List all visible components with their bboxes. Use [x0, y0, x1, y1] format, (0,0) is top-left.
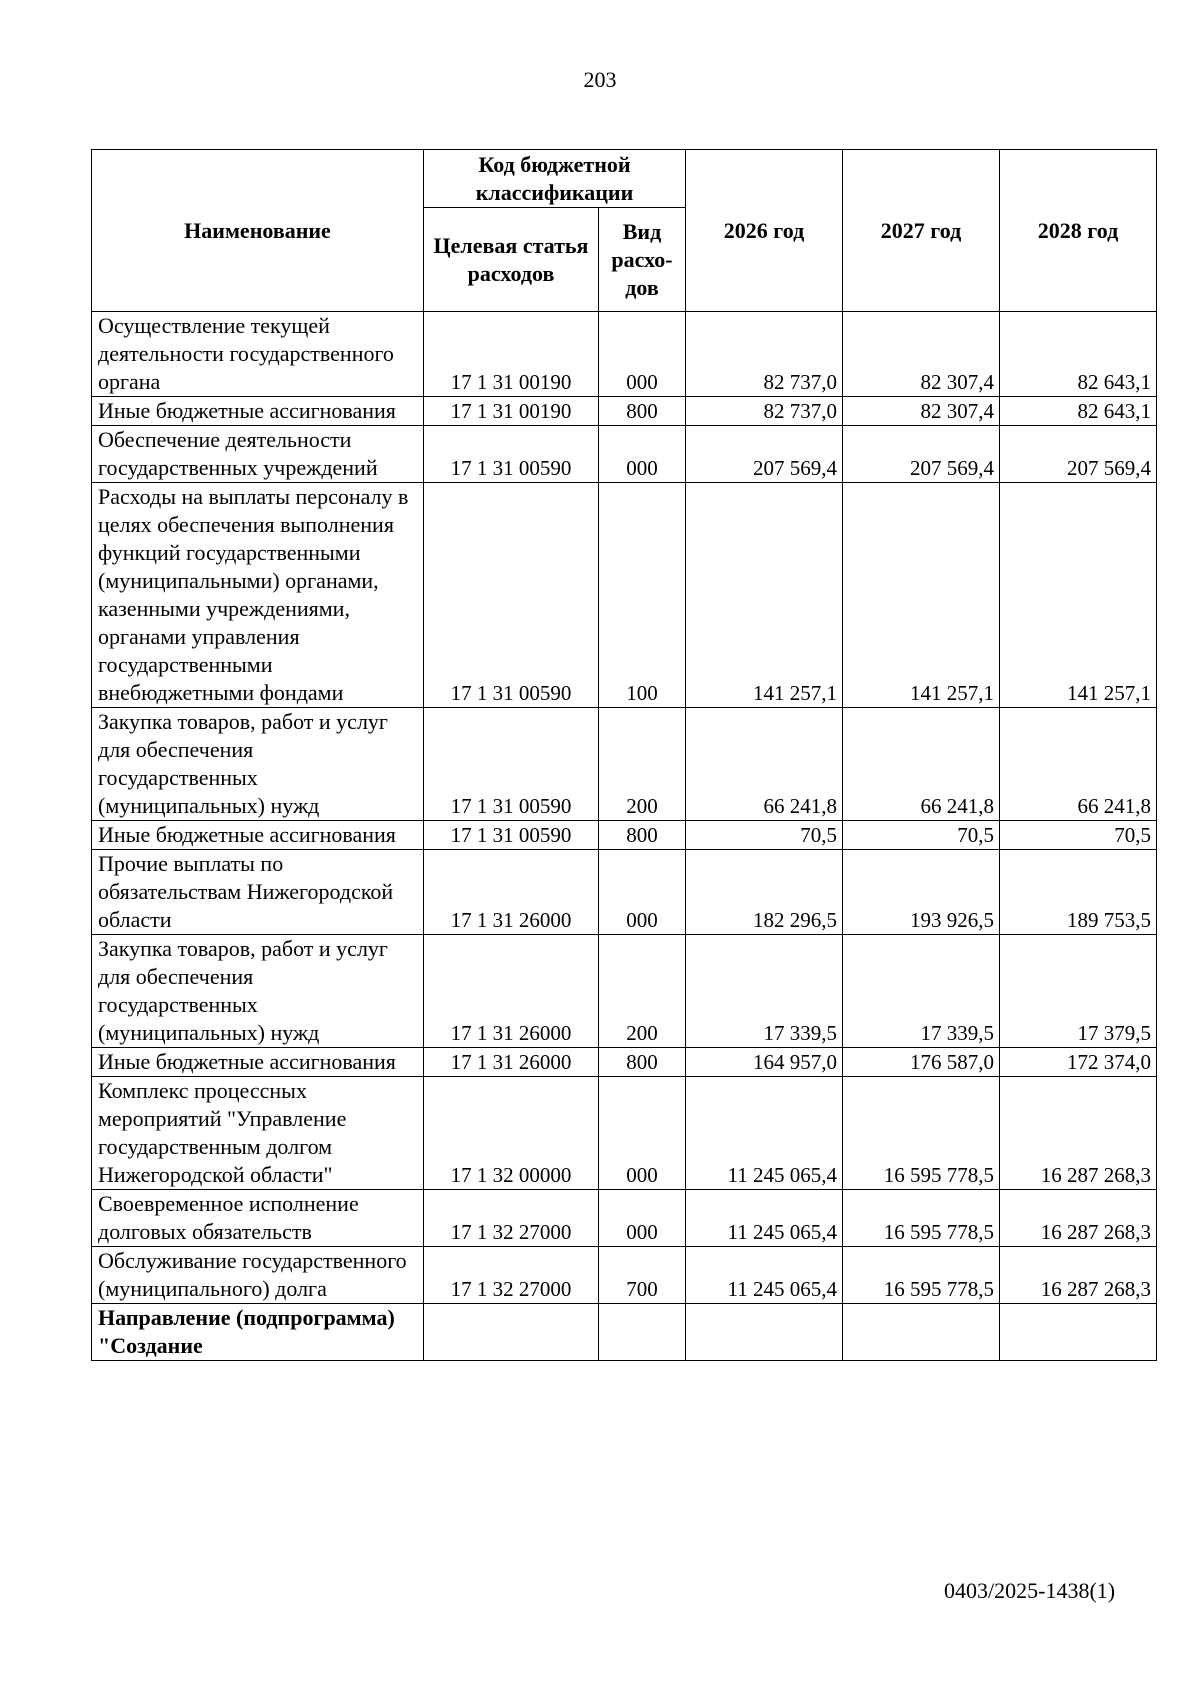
document-number: 0403/2025-1438(1): [944, 1578, 1116, 1603]
cell-expense-type: 800: [599, 397, 686, 426]
cell-year-2027: 82 307,4: [843, 312, 1000, 397]
cell-expense-type: [599, 1304, 686, 1361]
header-year-2028: 2028 год: [1000, 150, 1157, 312]
cell-year-2028: 16 287 268,3: [1000, 1190, 1157, 1247]
cell-name: Обеспечение деятельности государственных учреждений: [92, 426, 424, 483]
cell-year-2026: 11 245 065,4: [686, 1190, 843, 1247]
cell-target-article: 17 1 31 26000: [424, 1048, 599, 1077]
cell-name: Иные бюджетные ассигнования: [92, 1048, 424, 1077]
header-target-article: Целевая статья расходов: [424, 208, 599, 312]
header-year-2027: 2027 год: [843, 150, 1000, 312]
table-row: [92, 1247, 1157, 1304]
table-row: [92, 1077, 1157, 1190]
cell-year-2026: 164 957,0: [686, 1048, 843, 1077]
table-row: [92, 397, 1157, 426]
cell-year-2026: 17 339,5: [686, 935, 843, 1048]
cell-year-2028: 16 287 268,3: [1000, 1077, 1157, 1190]
cell-year-2028: 16 287 268,3: [1000, 1247, 1157, 1304]
cell-year-2028: 207 569,4: [1000, 426, 1157, 483]
cell-name: Обслуживание государственного (муниципального) долга: [92, 1247, 424, 1304]
cell-year-2027: 176 587,0: [843, 1048, 1000, 1077]
cell-expense-type: 100: [599, 483, 686, 708]
cell-target-article: 17 1 32 27000: [424, 1247, 599, 1304]
cell-name: Расходы на выплаты персоналу в целях обеспечения выполнения функций государственными (муниципальными) органами, казенными учреждениями, органами управления государственными внебюджетными фондами: [92, 483, 424, 708]
table-header: [92, 150, 1157, 312]
cell-year-2027: 66 241,8: [843, 708, 1000, 821]
cell-year-2026: 82 737,0: [686, 312, 843, 397]
cell-year-2027: 17 339,5: [843, 935, 1000, 1048]
table-body: [92, 312, 1157, 1361]
cell-year-2028: 82 643,1: [1000, 397, 1157, 426]
cell-year-2027: 141 257,1: [843, 483, 1000, 708]
cell-year-2028: 82 643,1: [1000, 312, 1157, 397]
cell-target-article: 17 1 31 26000: [424, 935, 599, 1048]
table-row: [92, 708, 1157, 821]
cell-expense-type: 800: [599, 1048, 686, 1077]
cell-name: Направление (подпрограмма) "Создание: [92, 1304, 424, 1361]
cell-year-2028: 189 753,5: [1000, 850, 1157, 935]
cell-year-2026: 82 737,0: [686, 397, 843, 426]
cell-expense-type: 000: [599, 1190, 686, 1247]
cell-name: Закупка товаров, работ и услуг для обеспечения государственных (муниципальных) нужд: [92, 708, 424, 821]
table-row: [92, 821, 1157, 850]
cell-name: Комплекс процессных мероприятий "Управление государственным долгом Нижегородской области": [92, 1077, 424, 1190]
cell-target-article: 17 1 32 00000: [424, 1077, 599, 1190]
cell-year-2028: 172 374,0: [1000, 1048, 1157, 1077]
cell-expense-type: 000: [599, 1077, 686, 1190]
cell-target-article: 17 1 31 26000: [424, 850, 599, 935]
cell-year-2026: 11 245 065,4: [686, 1247, 843, 1304]
cell-expense-type: 000: [599, 850, 686, 935]
cell-year-2027: 193 926,5: [843, 850, 1000, 935]
header-year-2026: 2026 год: [686, 150, 843, 312]
table-row: [92, 1048, 1157, 1077]
cell-name: Прочие выплаты по обязательствам Нижегородской области: [92, 850, 424, 935]
cell-target-article: 17 1 31 00590: [424, 483, 599, 708]
cell-target-article: [424, 1304, 599, 1361]
cell-name: Закупка товаров, работ и услуг для обеспечения государственных (муниципальных) нужд: [92, 935, 424, 1048]
cell-expense-type: 000: [599, 426, 686, 483]
cell-target-article: 17 1 31 00590: [424, 426, 599, 483]
cell-expense-type: 200: [599, 708, 686, 821]
cell-target-article: 17 1 32 27000: [424, 1190, 599, 1247]
cell-year-2027: 16 595 778,5: [843, 1077, 1000, 1190]
cell-target-article: 17 1 31 00190: [424, 397, 599, 426]
table-row: [92, 1304, 1157, 1361]
cell-name: Своевременное исполнение долговых обязательств: [92, 1190, 424, 1247]
cell-year-2026: 182 296,5: [686, 850, 843, 935]
cell-year-2028: 141 257,1: [1000, 483, 1157, 708]
cell-year-2026: [686, 1304, 843, 1361]
page-number: 203: [583, 67, 617, 92]
cell-target-article: 17 1 31 00590: [424, 708, 599, 821]
cell-year-2027: [843, 1304, 1000, 1361]
cell-expense-type: 800: [599, 821, 686, 850]
cell-name: Осуществление текущей деятельности государственного органа: [92, 312, 424, 397]
table-row: [92, 426, 1157, 483]
cell-year-2026: 70,5: [686, 821, 843, 850]
budget-table: [91, 149, 1157, 1361]
cell-year-2027: 16 595 778,5: [843, 1190, 1000, 1247]
cell-expense-type: 200: [599, 935, 686, 1048]
header-name: Наименование: [92, 150, 424, 312]
cell-year-2027: 70,5: [843, 821, 1000, 850]
cell-year-2027: 82 307,4: [843, 397, 1000, 426]
cell-name: Иные бюджетные ассигнования: [92, 821, 424, 850]
cell-year-2027: 16 595 778,5: [843, 1247, 1000, 1304]
cell-target-article: 17 1 31 00590: [424, 821, 599, 850]
cell-year-2028: 17 379,5: [1000, 935, 1157, 1048]
table-row: [92, 1190, 1157, 1247]
table-row: [92, 312, 1157, 397]
cell-year-2028: 70,5: [1000, 821, 1157, 850]
cell-year-2027: 207 569,4: [843, 426, 1000, 483]
cell-target-article: 17 1 31 00190: [424, 312, 599, 397]
table-row: [92, 483, 1157, 708]
header-code-group: Код бюджетной классификации: [424, 150, 686, 208]
table-row: [92, 850, 1157, 935]
table-row: [92, 935, 1157, 1048]
cell-name: Иные бюджетные ассигнования: [92, 397, 424, 426]
cell-year-2026: 11 245 065,4: [686, 1077, 843, 1190]
cell-year-2026: 207 569,4: [686, 426, 843, 483]
cell-expense-type: 700: [599, 1247, 686, 1304]
cell-year-2028: 66 241,8: [1000, 708, 1157, 821]
cell-expense-type: 000: [599, 312, 686, 397]
cell-year-2026: 66 241,8: [686, 708, 843, 821]
cell-year-2028: [1000, 1304, 1157, 1361]
header-expense-type: Вид расхо-дов: [599, 208, 686, 312]
cell-year-2026: 141 257,1: [686, 483, 843, 708]
